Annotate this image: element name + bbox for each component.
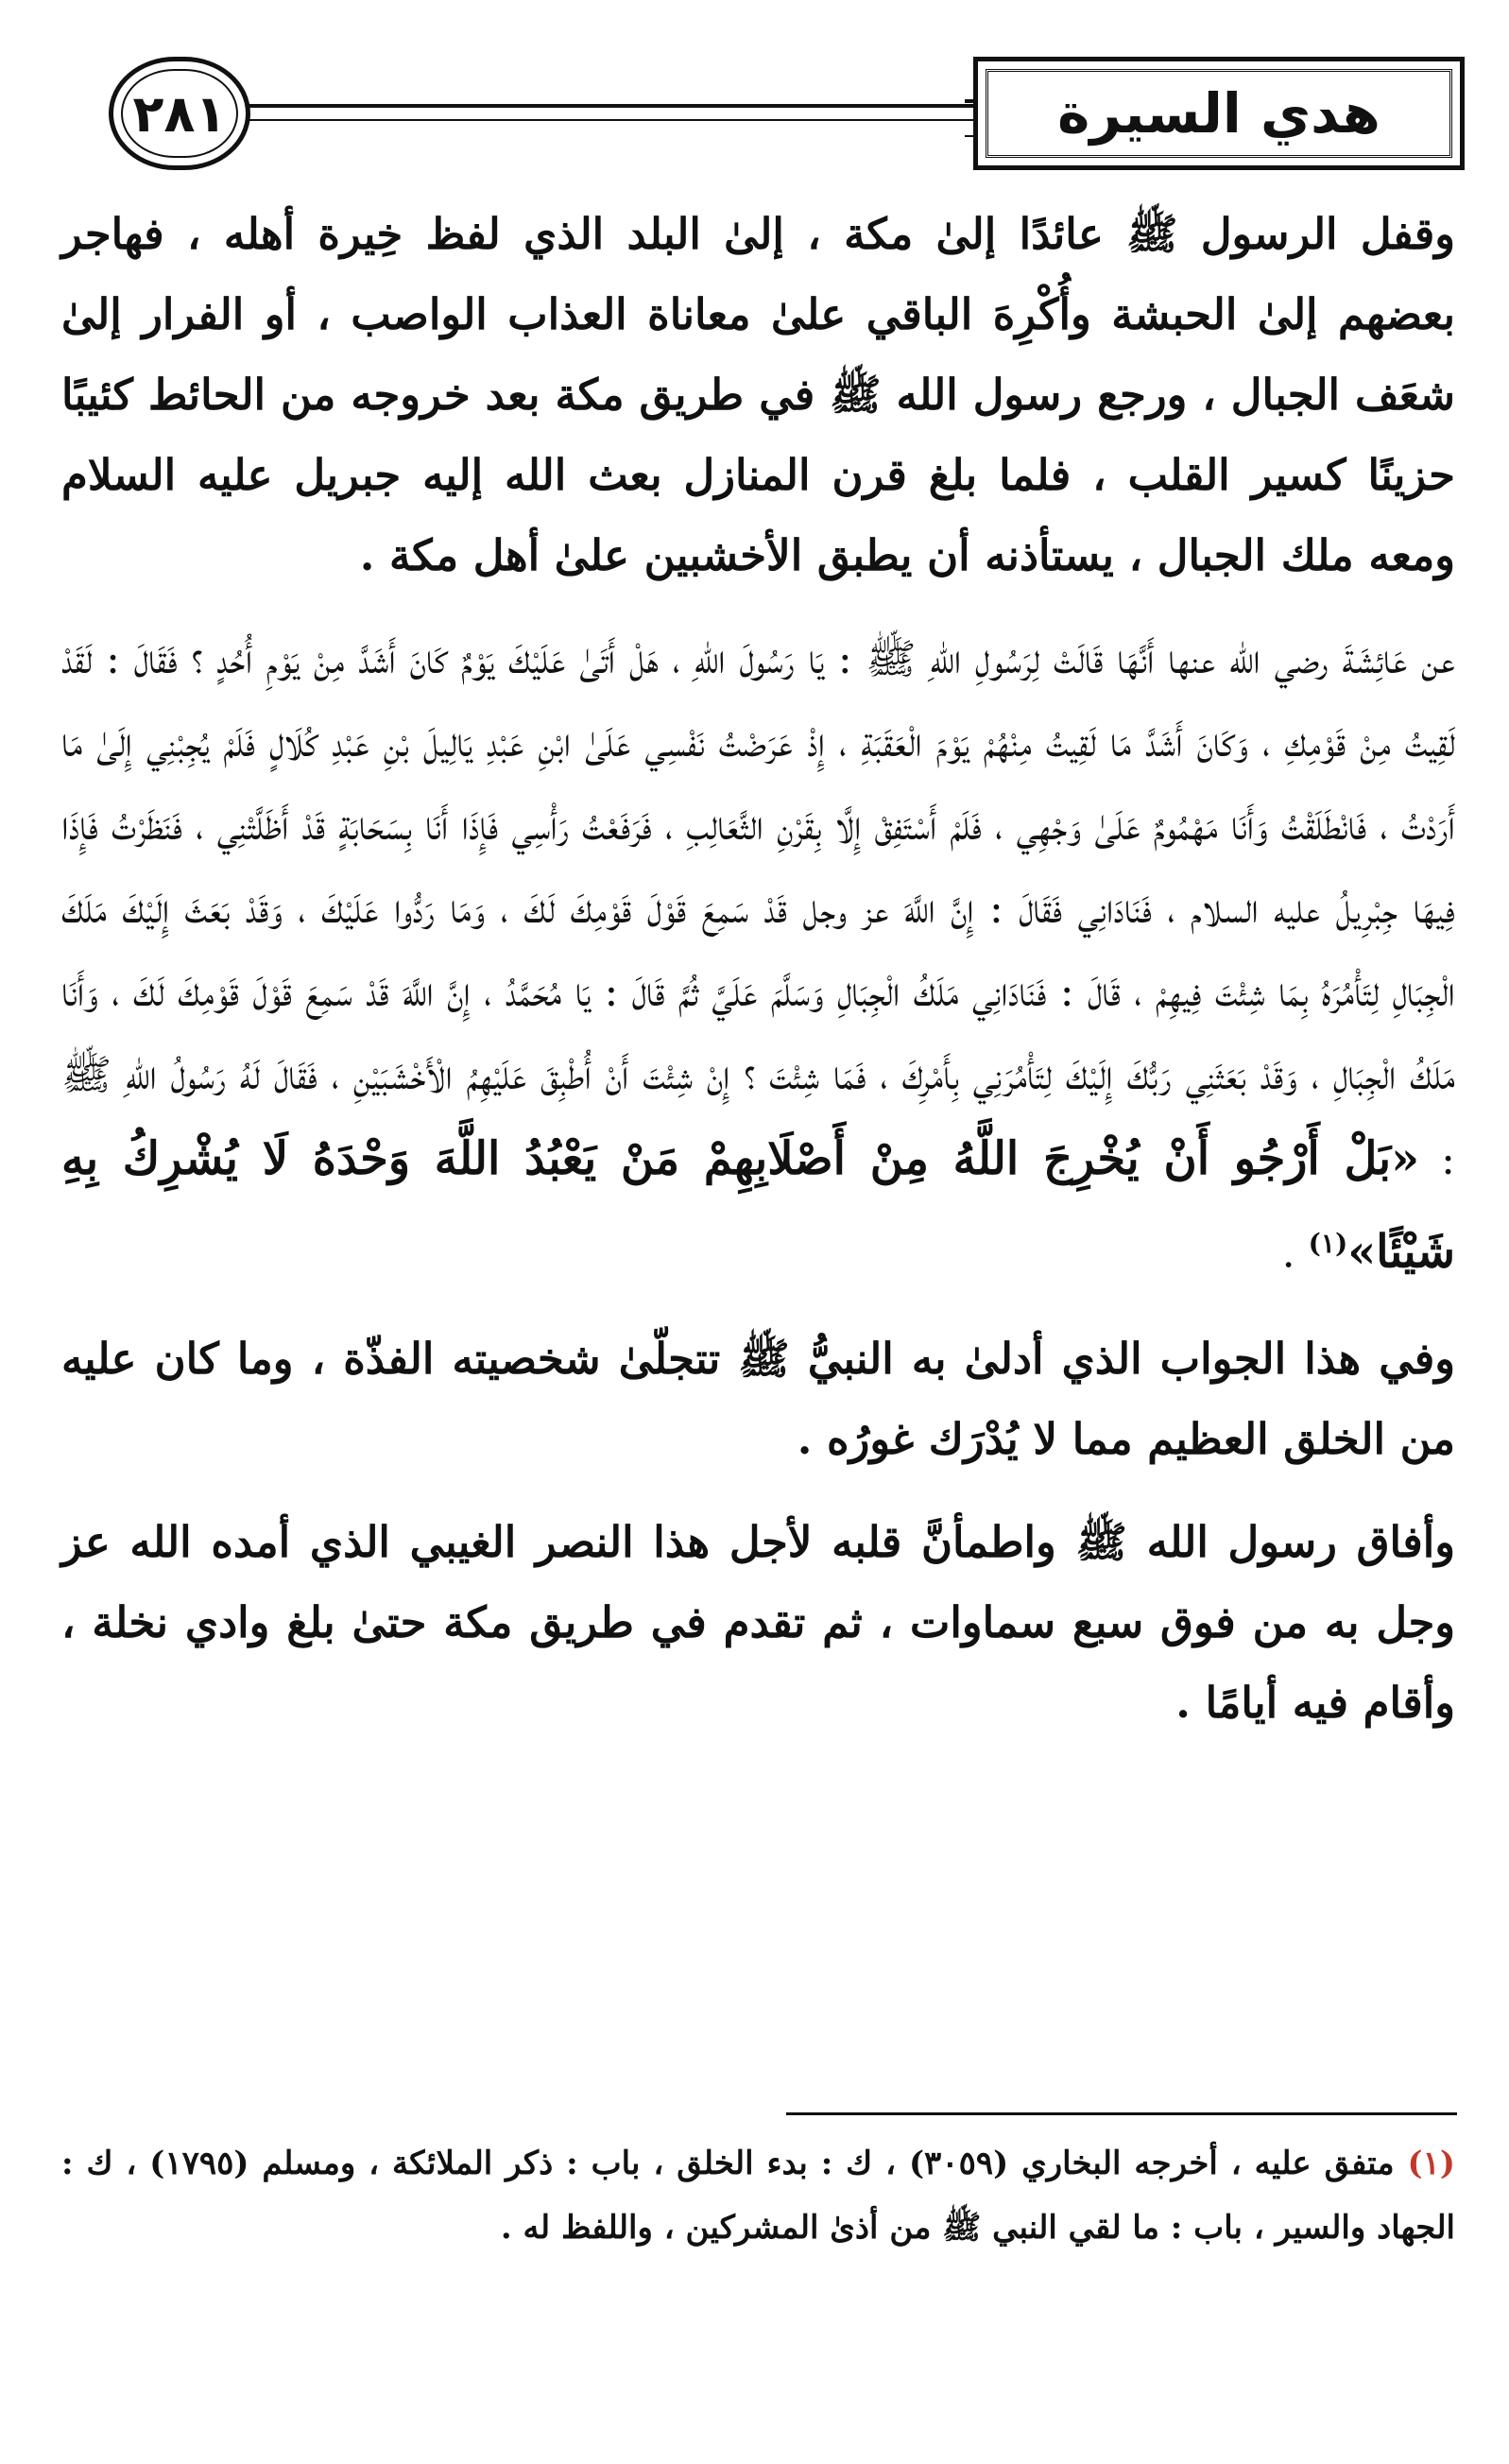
page-body (61, 194, 1455, 1766)
footnote-text: متفق عليه ، أخرجه البخاري (٣٠٥٩) ، ك : بدء الخلق ، باب : ذكر الملائكة ، ومسلم (١٧٩٥) ، ك : الجهاد والسير ، باب : ما لقي النبي ﷺ من أذىٰ المشركين ، واللفظ له . (61, 2145, 1455, 2247)
page-number: ٢٨١ (132, 83, 227, 144)
hadith-text: عن عَائِشَةَ رضي الله عنها أَنَّهَا قَالَتْ لِرَسُولِ اللهِ ﷺ : يَا رَسُولَ اللهِ ، هَلْ أَتَىٰ عَلَيْكَ يَوْمٌ كَانَ أَشَدَّ مِنْ يَوْمِ أُحُدٍ ؟ فَقَالَ : لَقَدْ لَقِيتُ مِنْ قَوْمِكِ ، وَكَانَ أَشَدَّ مَا لَقِيتُ مِنْهُمْ يَوْمَ الْعَقَبَةِ ، إِذْ عَرَضْتُ نَفْسِي عَلَىٰ ابْنِ عَبْدِ يَالِيلَ بْنِ عَبْدِ كُلَالٍ فَلَمْ يُجِبْنِي إِلَىٰ مَا أَرَدْتُ ، فَانْطَلَقْتُ وَأَنَا مَهْمُومٌ عَلَىٰ وَجْهِي ، فَلَمْ أَسْتَفِقْ إِلَّا بِقَرْنِ الثَّعَالِبِ ، فَرَفَعْتُ رَأْسِي فَإِذَا أَنَا بِسَحَابَةٍ قَدْ أَظَلَّتْنِي ، فَنَظَرْتُ فَإِذَا فِيهَا جِبْرِيلُ عليه السلام ، فَنَادَانِي فَقَالَ : إِنَّ اللَّهَ عز وجل قَدْ سَمِعَ قَوْلَ قَوْمِكَ لَكَ ، وَمَا رَدُّوا عَلَيْكَ ، وَقَدْ بَعَثَ إِلَيْكَ مَلَكَ الْجِبَالِ لِتَأْمُرَهُ بِمَا شِئْتَ فِيهِمْ ، قَالَ : فَنَادَانِي مَلَكُ الْجِبَالِ وَسَلَّمَ عَلَيَّ ثُمَّ قَالَ : يَا مُحَمَّدُ ، إِنَّ اللَّهَ قَدْ سَمِعَ قَوْلَ قَوْمِكَ لَكَ ، وَأَنَا مَلَكُ الْجِبَالِ ، وَقَدْ بَعَثَنِي رَبُّكَ إِلَيْكَ لِتَأْمُرَنِي بِأَمْرِكَ ، فَمَا شِئْتَ ؟ إِنْ شِئْتَ أَنْ أُطْبِقَ عَلَيْهِمُ الْأَخْشَبَيْنِ ، فَقَالَ لَهُ رَسُولُ اللهِ ﷺ : (61, 635, 1455, 1184)
page-header (52, 57, 1465, 170)
running-title: هدي السيرة (1057, 81, 1380, 146)
paragraph-3: وفي هذا الجواب الذي أدلىٰ به النبيُّ ﷺ تتجلّىٰ شخصيته الفذّة ، وما كان عليه من الخلق العظيم مما لا يُدْرَك غورُه . (61, 1333, 1455, 1464)
footnote-number: (١) (1407, 2145, 1455, 2182)
paragraph-1: وقفل الرسول ﷺ عائدًا إلىٰ مكة ، إلىٰ البلد الذي لفظ خِيرة أهله ، فهاجر بعضهم إلىٰ الحبشة وأُكْرِهَ الباقي علىٰ معاناة العذاب الواصب ، أو الفرار إلىٰ شعَف الجبال ، ورجع رسول الله ﷺ في طريق مكة بعد خروجه من الحائط كئيبًا حزينًا كسير القلب ، فلما بلغ قرن المنازل بعث الله إليه جبريل عليه السلام ومعه ملك الجبال ، يستأذنه أن يطبق الأخشبين علىٰ أهل مكة . (61, 209, 1455, 580)
footnote-separator (786, 2112, 1457, 2115)
running-title-box (973, 57, 1465, 170)
header-rule (222, 104, 973, 108)
paragraph-4: وأفاق رسول الله ﷺ واطمأنَّ قلبه لأجل هذا النصر الغيبي الذي أمده الله عز وجل به من فوق سبع سماوات ، ثم تقدم في طريق مكة حتىٰ بلغ وادي نخلة ، وأقام فيه أيامًا . (61, 1516, 1455, 1728)
hadith-paragraph: عن عَائِشَةَ رضي الله عنها أَنَّهَا قَالَتْ لِرَسُولِ اللهِ ﷺ : يَا رَسُولَ اللهِ ، هَلْ أَتَىٰ عَلَيْكَ يَوْمٌ كَانَ أَشَدَّ مِنْ يَوْمِ أُحُدٍ ؟ فَقَالَ : لَقَدْ لَقِيتُ مِنْ قَوْمِكِ ، وَكَانَ أَشَدَّ مَا لَقِيتُ مِنْهُمْ يَوْمَ الْعَقَبَةِ ، إِذْ عَرَضْتُ نَفْسِي عَلَىٰ ابْنِ عَبْدِ يَالِيلَ بْنِ عَبْدِ كُلَالٍ فَلَمْ يُجِبْنِي إِلَىٰ مَا أَرَدْتُ ، فَانْطَلَقْتُ وَأَنَا مَهْمُومٌ عَلَىٰ وَجْهِي ، فَلَمْ أَسْتَفِقْ إِلَّا بِقَرْنِ الثَّعَالِبِ ، فَرَفَعْتُ رَأْسِي فَإِذَا أَنَا بِسَحَابَةٍ قَدْ أَظَلَّتْنِي ، فَنَظَرْتُ فَإِذَا فِيهَا جِبْرِيلُ عليه السلام ، فَنَادَانِي فَقَالَ : إِنَّ اللَّهَ عز وجل قَدْ سَمِعَ قَوْلَ قَوْمِكَ لَكَ ، وَمَا رَدُّوا عَلَيْكَ ، وَقَدْ بَعَثَ إِلَيْكَ مَلَكَ الْجِبَالِ لِتَأْمُرَهُ بِمَا شِئْتَ فِيهِمْ ، قَالَ : فَنَادَانِي مَلَكُ الْجِبَالِ وَسَلَّمَ عَلَيَّ ثُمَّ قَالَ : يَا مُحَمَّدُ ، إِنَّ اللَّهَ قَدْ سَمِعَ قَوْلَ قَوْمِكَ لَكَ ، وَأَنَا مَلَكُ الْجِبَالِ ، وَقَدْ بَعَثَنِي رَبُّكَ إِلَيْكَ لِتَأْمُرَنِي بِأَمْرِكَ ، فَمَا شِئْتَ ؟ إِنْ شِئْتَ أَنْ أُطْبِقَ عَلَيْهِمُ الْأَخْشَبَيْنِ ، فَقَالَ لَهُ رَسُولُ اللهِ ﷺ : «بَلْ أَرْجُو أَنْ يُخْرِجَ اللَّهُ مِنْ أَصْلَابِهِمْ مَنْ يَعْبُدُ اللَّهَ وَحْدَهُ لَا يُشْرِكُ بِهِ شَيْئًا»$^{(١)}$ . (61, 635, 1455, 1279)
footnote (61, 2131, 1455, 2260)
footnote-reference: (١) (1308, 1228, 1348, 1259)
page-number-badge (109, 57, 250, 170)
header-rule-thin (222, 119, 973, 121)
prophet-reply: «بَلْ أَرْجُو أَنْ يُخْرِجَ اللَّهُ مِنْ أَصْلَابِهِمْ مَنْ يَعْبُدُ اللَّهَ وَحْدَهُ لَا يُشْرِكُ بِهِ شَيْئًا» (61, 1132, 1455, 1279)
